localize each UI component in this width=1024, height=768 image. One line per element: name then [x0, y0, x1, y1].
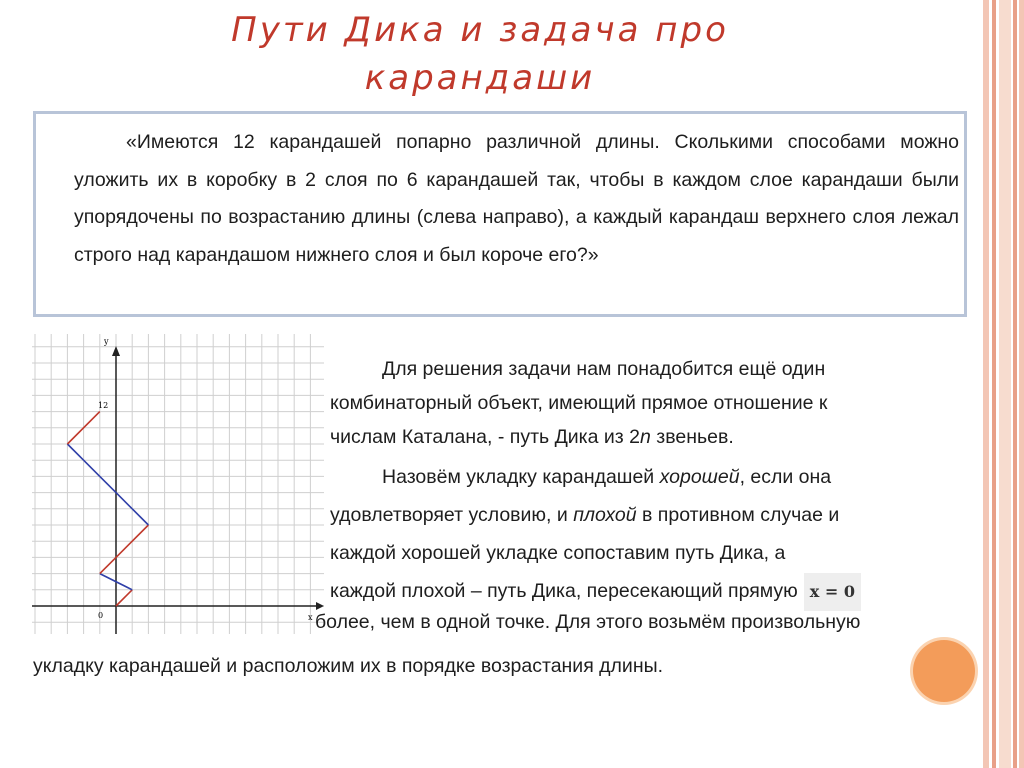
origin-label: 0: [98, 611, 104, 620]
text-segment: , если она: [739, 466, 832, 488]
path-segment: [132, 509, 148, 525]
y-axis-arrow: [112, 346, 120, 356]
paragraph-2: [330, 458, 957, 611]
paragraph-1: [330, 352, 957, 454]
x-axis-arrow: [316, 602, 324, 610]
decorative-stripe: [999, 0, 1011, 768]
text-segment: звеньев.: [650, 426, 734, 448]
decorative-circle: [913, 640, 975, 702]
x-axis-label: x: [308, 613, 313, 622]
paragraph-1-line-1: Для решения задачи нам понадобится ещё один: [382, 358, 826, 380]
text-segment: числам Каталана, - путь Дика из 2: [330, 426, 641, 448]
decorative-stripe: [1013, 0, 1017, 768]
slide-title-line1: Пути Дика и задача про: [231, 10, 729, 50]
slide-title-line2: карандаши: [364, 58, 596, 98]
decorative-stripe: [983, 0, 989, 768]
path-segment: [84, 460, 100, 476]
paragraph-2-line-6: укладку карандашей и расположим их в порядке возрастания длины.: [33, 655, 664, 677]
text-segment: удовлетворяет условию, и: [330, 504, 574, 526]
dyck-path-graph: [32, 334, 324, 634]
problem-quote-text: «Имеются 12 карандашей попарно различной длины. Сколькими способами можно уложить их в коробку в 2 слоя по 6 карандашей так, чтобы в каждом слое карандаши были упорядочены по возрастанию длины (слева направо), а каждый карандаш верхнего слоя лежал строго над карандашом нижнего слоя и был короче его?»: [74, 131, 959, 266]
paragraph-2-line-1: [330, 466, 831, 488]
y-axis-label: y: [104, 337, 109, 346]
y-tick-label-12: 12: [98, 401, 109, 410]
paragraph-1-line-3: [330, 426, 734, 448]
paragraph-2-line-4: каждой плохой – путь Дика, пересекающий прямую: [330, 580, 798, 602]
path-segment: [67, 444, 83, 460]
text-segment: в противном случае и: [636, 504, 840, 526]
italic-good: хорошей: [659, 466, 740, 488]
path-segment: [116, 590, 132, 606]
text-segment: Назовём укладку карандашей: [382, 466, 660, 488]
italic-bad: плохой: [573, 504, 637, 526]
path-segment: [100, 557, 116, 573]
path-segment: [116, 493, 132, 509]
paragraph-2-line-2: [330, 504, 839, 526]
decorative-stripe: [1019, 0, 1024, 768]
italic-n: n: [640, 426, 651, 448]
path-segment: [100, 476, 116, 492]
decorative-stripe: [992, 0, 996, 768]
paragraph-1-line-2: комбинаторный объект, имеющий прямое отношение к: [330, 392, 828, 414]
formula-x-equals-0: x = 0: [804, 573, 861, 611]
graph-grid: [32, 334, 324, 634]
problem-quote-box: [33, 111, 967, 317]
paragraph-2-line-5: более, чем в одной точке. Для этого возьмём произвольную: [315, 611, 861, 633]
paragraph-2-line-3: каждой хорошей укладке сопоставим путь Дика, а: [330, 542, 786, 564]
